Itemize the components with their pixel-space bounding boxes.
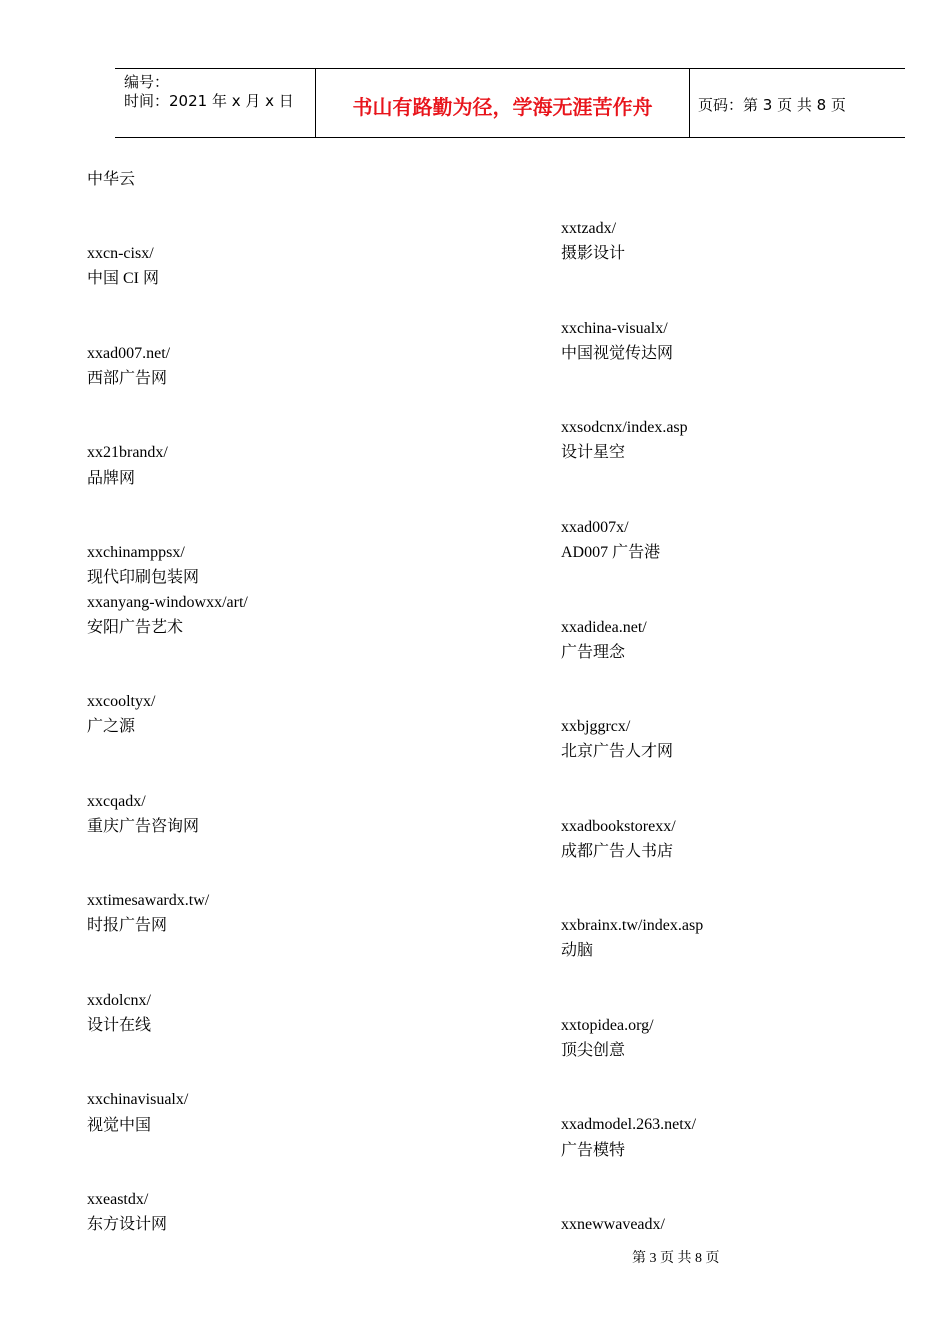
right-link-name: 成都广告人书店 xyxy=(561,843,674,860)
right-link-name: 动脑 xyxy=(561,942,594,959)
left-link-url[interactable]: xxad007.net/ xyxy=(87,345,171,362)
left-link-name: 品牌网 xyxy=(87,470,136,487)
document-date: 时间：2021 年 x 月 x 日 xyxy=(124,92,294,110)
page-header xyxy=(115,68,905,138)
right-link-url[interactable]: xxtopidea.org/ xyxy=(561,1017,654,1034)
left-link-name: 时报广告网 xyxy=(87,917,168,934)
intro-text: 中华云 xyxy=(87,171,136,188)
right-link-url[interactable]: xxchina-visualx/ xyxy=(561,320,668,337)
header-page-cell xyxy=(689,69,905,137)
right-link-name: 顶尖创意 xyxy=(561,1042,626,1059)
left-link-url[interactable]: xxanyang-windowxx/art/ xyxy=(87,594,248,611)
right-link-name: 北京广告人才网 xyxy=(561,743,674,760)
right-link-name: 设计星空 xyxy=(561,444,626,461)
right-link-url[interactable]: xxsodcnx/index.asp xyxy=(561,419,688,436)
page-footer: 第 3 页 共 8 页 xyxy=(632,1251,720,1266)
left-link-url[interactable]: xxchinavisualx/ xyxy=(87,1091,189,1108)
right-link-url[interactable]: xxbjggrcx/ xyxy=(561,718,631,735)
right-link-name: 广告理念 xyxy=(561,644,626,661)
header-motto-cell xyxy=(315,69,690,137)
left-link-url[interactable]: xxdolcnx/ xyxy=(87,992,151,1009)
left-link-name: 中国 CI 网 xyxy=(87,270,160,287)
left-link-url[interactable]: xx21brandx/ xyxy=(87,444,168,461)
left-link-url[interactable]: xxcqadx/ xyxy=(87,793,146,810)
right-link-name: AD007 广告港 xyxy=(561,544,661,561)
left-link-url[interactable]: xxchinamppsx/ xyxy=(87,544,185,561)
left-link-name: 重庆广告咨询网 xyxy=(87,818,200,835)
left-link-name: 西部广告网 xyxy=(87,370,168,387)
left-link-url[interactable]: xxcooltyx/ xyxy=(87,693,156,710)
right-link-url[interactable]: xxtzadx/ xyxy=(561,220,617,237)
left-link-url[interactable]: xxtimesawardx.tw/ xyxy=(87,892,210,909)
left-link-name: 视觉中国 xyxy=(87,1117,152,1134)
left-link-name: 现代印刷包装网 xyxy=(87,569,200,586)
left-link-name: 广之源 xyxy=(87,718,136,735)
left-link-name: 设计在线 xyxy=(87,1017,152,1034)
right-link-url[interactable]: xxbrainx.tw/index.asp xyxy=(561,917,704,934)
header-meta-cell xyxy=(115,69,315,137)
right-link-url[interactable]: xxnewwaveadx/ xyxy=(561,1216,665,1233)
right-link-name: 摄影设计 xyxy=(561,245,626,262)
left-link-url[interactable]: xxeastdx/ xyxy=(87,1191,149,1208)
left-link-name: 东方设计网 xyxy=(87,1216,168,1233)
document-number-label: 编号： xyxy=(124,73,170,91)
header-motto: 书山有路勤为径，学海无涯苦作舟 xyxy=(352,95,653,119)
right-link-url[interactable]: xxadidea.net/ xyxy=(561,619,647,636)
left-link-name: 安阳广告艺术 xyxy=(87,619,184,636)
header-page-info: 页码：第 3 页 共 8 页 xyxy=(698,96,846,114)
right-link-url[interactable]: xxadmodel.263.netx/ xyxy=(561,1116,697,1133)
left-link-url[interactable]: xxcn-cisx/ xyxy=(87,245,154,262)
right-link-name: 中国视觉传达网 xyxy=(561,345,674,362)
right-link-url[interactable]: xxad007x/ xyxy=(561,519,629,536)
right-link-url[interactable]: xxadbookstorexx/ xyxy=(561,818,676,835)
right-link-name: 广告模特 xyxy=(561,1142,626,1159)
